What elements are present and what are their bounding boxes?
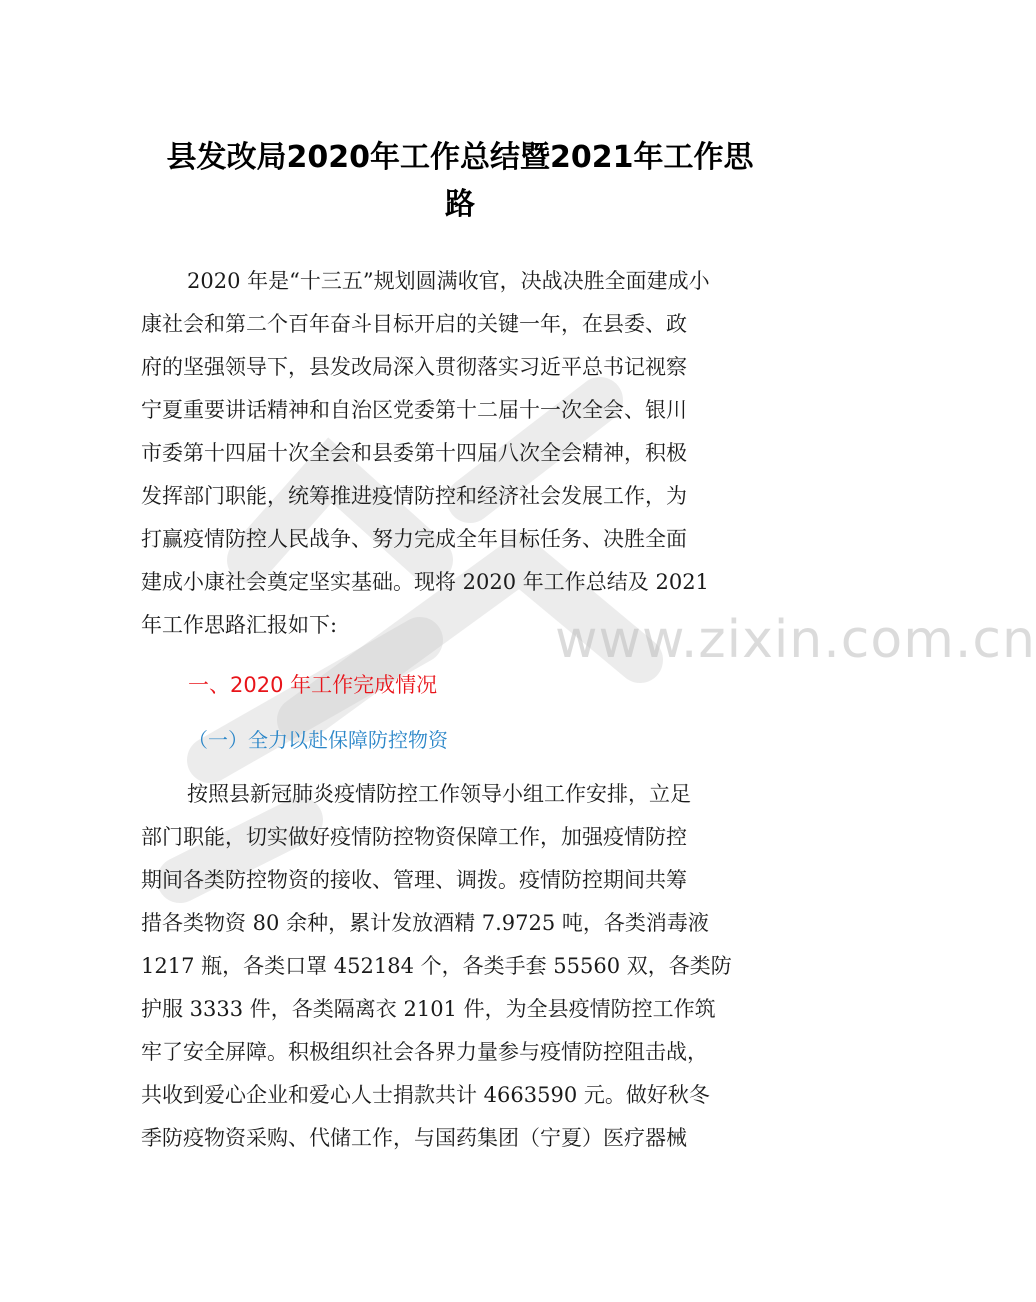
paragraph-line: 打赢疫情防控人民战争、努力完成全年目标任务、决胜全面 bbox=[141, 527, 687, 551]
paragraph-line: 期间各类防控物资的接收、管理、调拨。疫情防控期间共筹 bbox=[141, 868, 687, 892]
paragraph-line: 共收到爱心企业和爱心人士捐款共计 4663590 元。做好秋冬 bbox=[141, 1083, 710, 1107]
paragraph-line: 发挥部门职能，统筹推进疫情防控和经济社会发展工作，为 bbox=[141, 484, 687, 508]
paragraph-line: 府的坚强领导下，县发改局深入贯彻落实习近平总书记视察 bbox=[141, 355, 687, 379]
paragraph-line: 部门职能，切实做好疫情防控物资保障工作，加强疫情防控 bbox=[141, 825, 687, 849]
paragraph-line: 康社会和第二个百年奋斗目标开启的关键一年，在县委、政 bbox=[141, 312, 687, 336]
title-line: 路 bbox=[445, 187, 475, 222]
watermark-text: www.zixin.com.cn bbox=[555, 610, 1036, 670]
document-title bbox=[0, 134, 920, 228]
paragraph-line: 措各类物资 80 余种，累计发放酒精 7.9725 吨，各类消毒液 bbox=[141, 911, 709, 935]
paragraph-line: 市委第十四届十次全会和县委第十四届八次全会精神，积极 bbox=[141, 441, 687, 465]
paragraph-line: 1217 瓶，各类口罩 452184 个，各类手套 55560 双，各类防 bbox=[141, 954, 732, 978]
title-line: 县发改局2020年工作总结暨2021年工作思 bbox=[166, 140, 754, 175]
section-heading: 一、2020 年工作完成情况 bbox=[188, 673, 438, 697]
paragraph-line: 2020 年是“十三五”规划圆满收官，决战决胜全面建成小 bbox=[187, 269, 710, 293]
paragraph-line: 宁夏重要讲话精神和自治区党委第十二届十一次全会、银川 bbox=[141, 398, 687, 422]
subsection-heading: （一）全力以赴保障防控物资 bbox=[188, 728, 448, 752]
paragraph-line: 牢了安全屏障。积极组织社会各界力量参与疫情防控阻击战， bbox=[141, 1040, 708, 1064]
paragraph-line: 季防疫物资采购、代储工作，与国药集团（宁夏）医疗器械 bbox=[141, 1126, 687, 1150]
paragraph-line: 按照县新冠肺炎疫情防控工作领导小组工作安排，立足 bbox=[187, 782, 691, 806]
paragraph-line: 年工作思路汇报如下: bbox=[141, 613, 338, 637]
paragraph-line: 建成小康社会奠定坚实基础。现将 2020 年工作总结及 2021 bbox=[141, 570, 709, 594]
body-paragraph bbox=[141, 773, 781, 1160]
paragraph-line: 护服 3333 件，各类隔离衣 2101 件，为全县疫情防控工作筑 bbox=[141, 997, 716, 1021]
intro-paragraph bbox=[141, 260, 781, 647]
